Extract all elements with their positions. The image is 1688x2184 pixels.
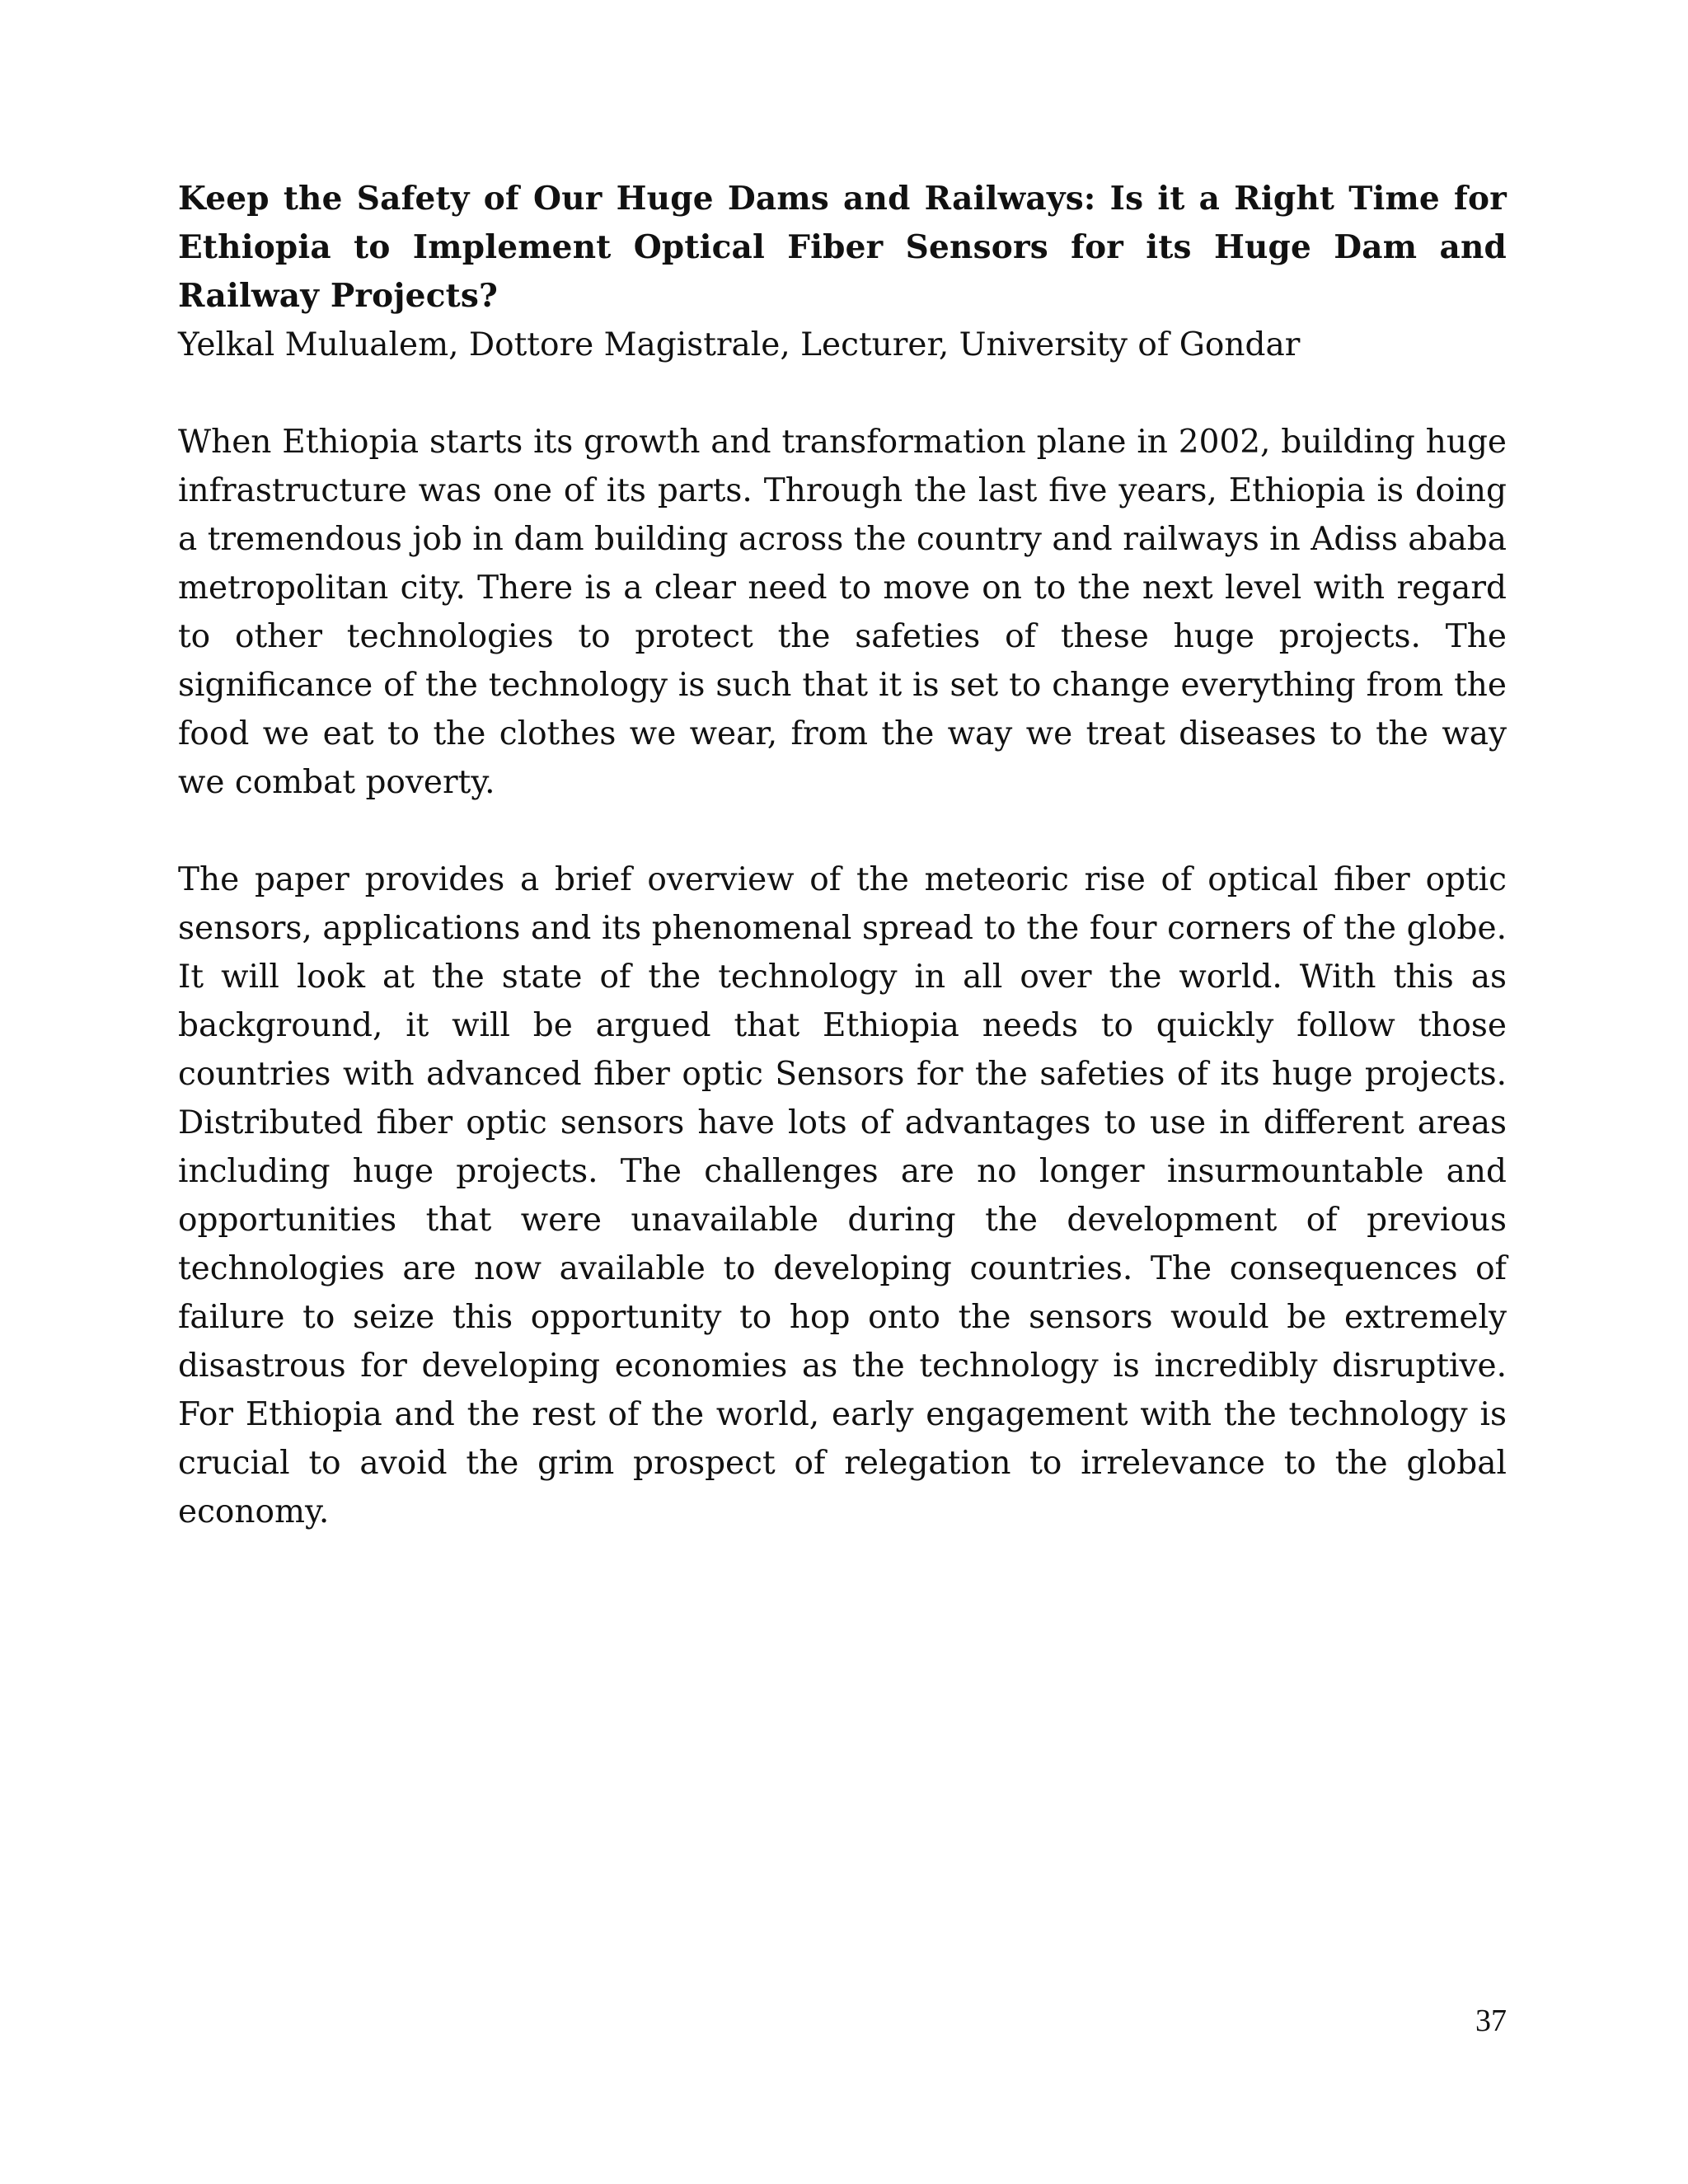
document-title: Keep the Safety of Our Huge Dams and Railways: Is it a Right Time for Ethiopia to Implement Optical Fiber Sensors for its Huge Dam and Railway Projects? (178, 180, 1507, 315)
document-content (178, 175, 1507, 1536)
body-paragraph-2: The paper provides a brief overview of the meteoric rise of optical fiber optic sensors, applications and its phenomenal spread to the four corners of the globe. It will look at the state of the technology in all over the world. With this as background, it will be argued that Ethiopia needs to quickly follow those countries with advanced fiber optic Sensors for the safeties of its huge projects. Distributed fiber optic sensors have lots of advantages to use in different areas including huge projects. The challenges are no longer insurmountable and opportunities that were unavailable during the development of previous technologies are now available to developing countries. The consequences of failure to seize this opportunity to hop onto the sensors would be extremely disastrous for developing economies as the technology is incredibly disruptive. For Ethiopia and the rest of the world, early engagement with the technology is crucial to avoid the grim prospect of relegation to irrelevance to the global economy. (178, 861, 1507, 1530)
paragraph-spacer (178, 369, 1507, 418)
author-line: Yelkal Mulualem, Dottore Magistrale, Lecturer, University of Gondar (178, 326, 1301, 363)
page-number: 37 (1475, 2004, 1507, 2038)
paragraph-spacer (178, 807, 1507, 855)
body-paragraph-1: When Ethiopia starts its growth and transformation plane in 2002, building huge infrastructure was one of its parts. Through the last five years, Ethiopia is doing a tremendous job in dam building across the country and railways in Adiss ababa metropolitan city. There is a clear need to move on to the next level with regard to other technologies to protect the safeties of these huge projects. The significance of the technology is such that it is set to change everything from the food we eat to the clothes we wear, from the way we treat diseases to the way we combat poverty. (178, 424, 1507, 801)
